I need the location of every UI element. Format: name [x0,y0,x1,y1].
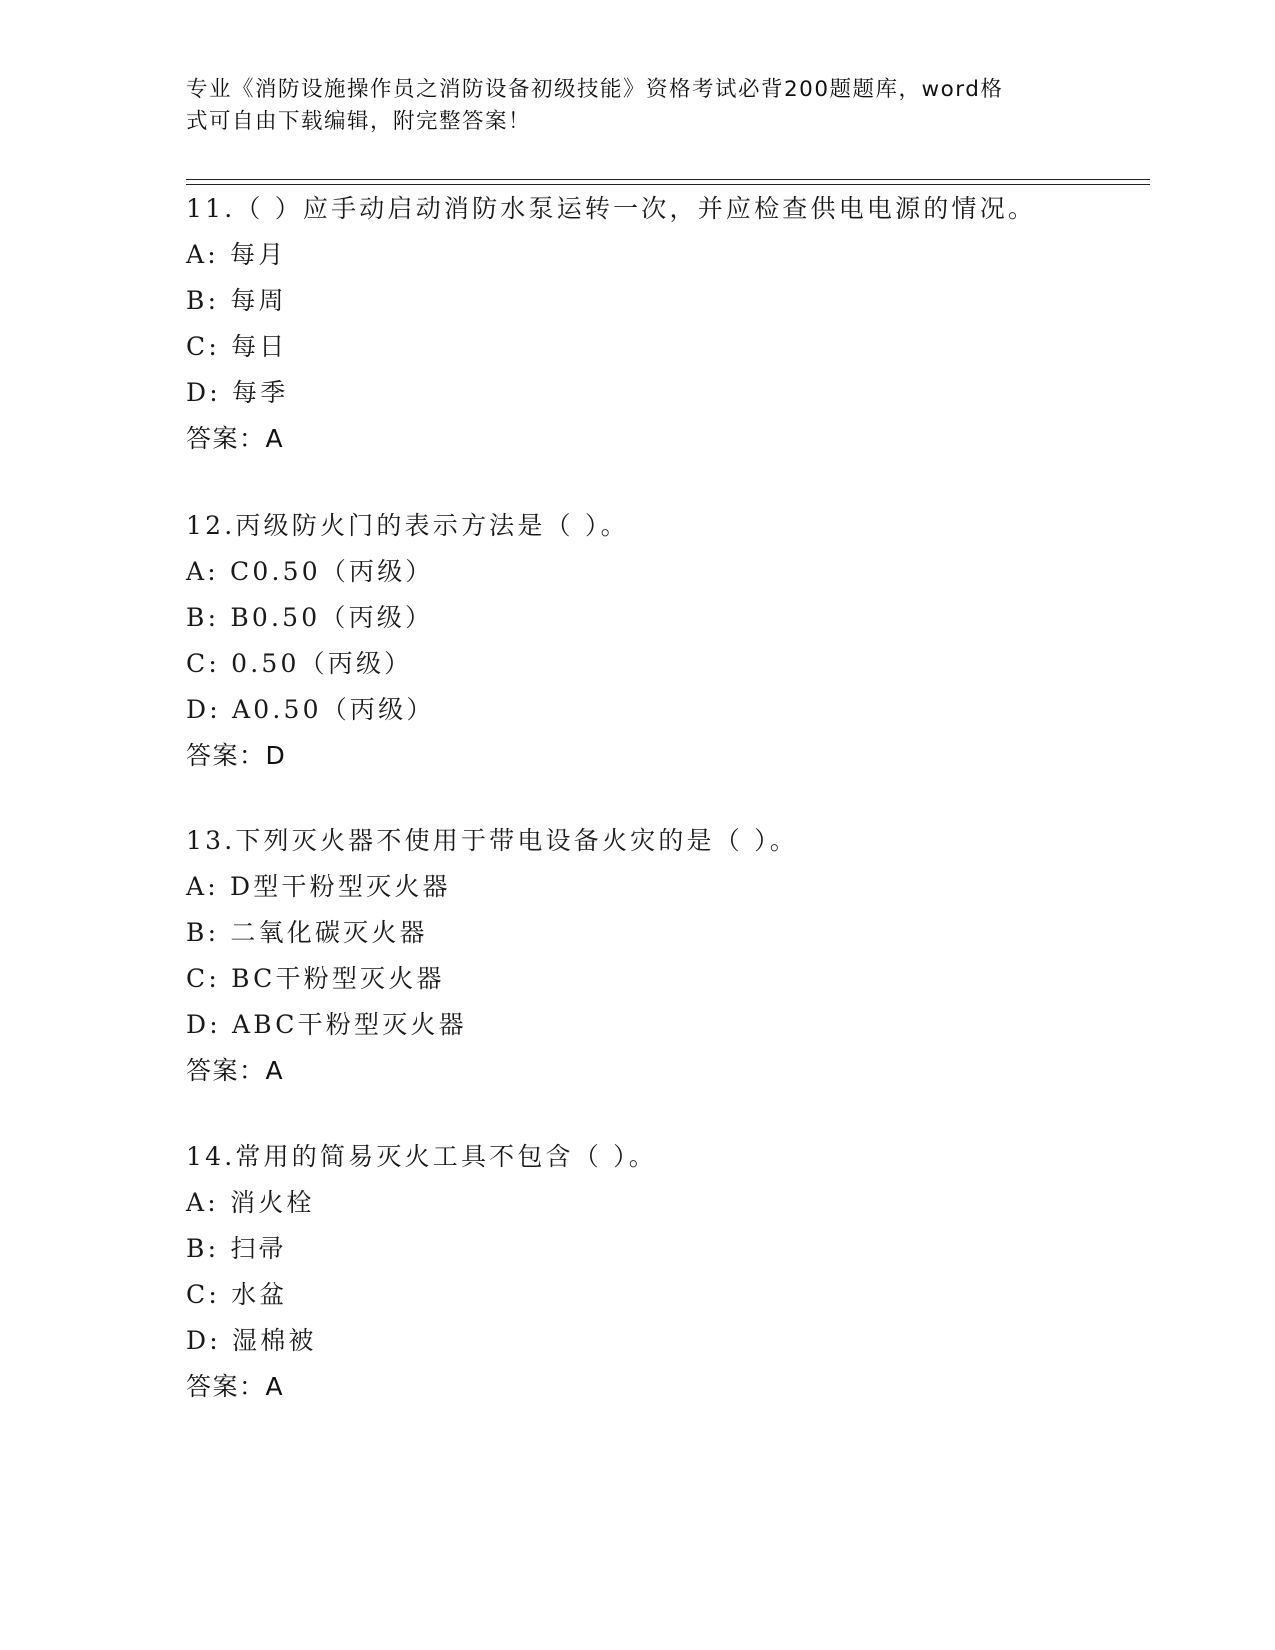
option-c: C: 0.50（丙级） [186,649,413,678]
option-d: D: 湿棉被 [186,1326,317,1355]
answer-label: 答案：A [186,1056,285,1085]
option-c: C: BC干粉型灭火器 [186,964,445,993]
question-stem: 11.（ ）应手动启动消防水泵运转一次，并应检查供电电源的情况。 [186,194,1037,223]
option-b: B: 二氧化碳灭火器 [186,918,428,947]
option-a: A: 消火栓 [186,1188,315,1217]
question-12 [186,503,1146,779]
header-title-line-2: 式可自由下载编辑，附完整答案！ [186,109,532,134]
option-c: C: 水盆 [186,1280,288,1309]
option-b: B: 扫帚 [186,1234,287,1263]
option-b: B: 每周 [186,286,287,315]
document-header [186,74,1066,138]
option-d: D: ABC干粉型灭火器 [186,1010,467,1039]
answer-label: 答案：A [186,424,285,453]
option-c: C: 每日 [186,332,288,361]
option-a: A: D型干粉型灭火器 [186,872,451,901]
header-title-line-1: 专业《消防设施操作员之消防设备初级技能》资格考试必背200题题库，word格 [186,77,1004,102]
answer-label: 答案：A [186,1372,285,1401]
question-14 [186,1134,1146,1410]
option-a: A: C0.50（丙级） [186,557,434,586]
question-11 [186,186,1146,462]
option-b: B: B0.50（丙级） [186,603,434,632]
header-divider-top [186,179,1150,180]
question-stem: 14.常用的简易灭火工具不包含（ ）。 [186,1142,658,1171]
header-divider-bottom [186,184,1150,185]
answer-label: 答案：D [186,741,287,770]
option-d: D: 每季 [186,378,289,407]
option-d: D: A0.50（丙级） [186,695,435,724]
question-stem: 12.丙级防火门的表示方法是（ ）。 [186,511,629,540]
option-a: A: 每月 [186,240,287,269]
question-13 [186,818,1146,1094]
question-stem: 13.下列灭火器不使用于带电设备火灾的是（ ）。 [186,826,799,855]
